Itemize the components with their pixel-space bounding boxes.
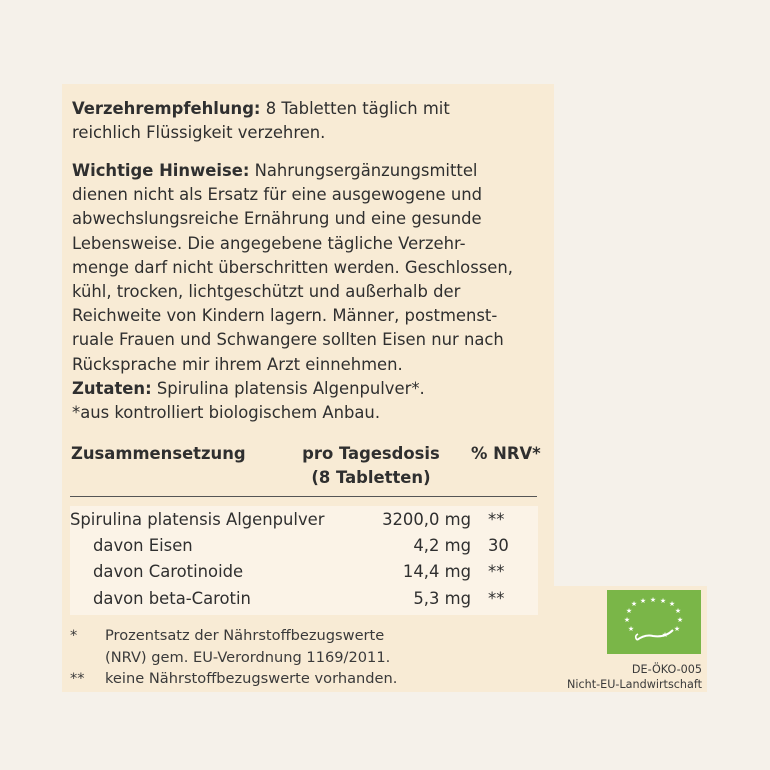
svg-text:★: ★ <box>676 616 684 624</box>
certification-origin: Nicht-EU-Landwirtschaft <box>566 678 702 691</box>
row-amount: 5,3 mg <box>413 589 471 608</box>
table-row <box>70 507 538 533</box>
usage-recommendation <box>72 97 547 145</box>
ingredients-heading: Zutaten: <box>72 379 152 398</box>
notes-heading: Wichtige Hinweise: <box>72 161 250 180</box>
row-name: davon beta-Carotin <box>93 589 251 608</box>
ingredients-text: Spirulina platensis Algenpulver*. *aus kontrolliert biologischem Anbau. <box>72 379 425 423</box>
row-nrv: 30 <box>488 536 509 555</box>
svg-text:★: ★ <box>649 596 657 604</box>
footnote-mark: * <box>70 627 78 644</box>
usage-heading: Verzehrempfehlung: <box>72 99 261 118</box>
footnote-nrv <box>70 625 500 670</box>
footnote-no-nrv <box>70 668 500 692</box>
row-amount: 3200,0 mg <box>382 510 471 529</box>
row-amount: 4,2 mg <box>413 536 471 555</box>
row-nrv: ** <box>488 589 505 608</box>
important-notes <box>72 159 547 377</box>
table-row <box>70 559 538 585</box>
row-name: davon Carotinoide <box>93 562 244 581</box>
row-nrv: ** <box>488 562 505 581</box>
table-header-nrv: % NRV* <box>471 444 541 463</box>
footnote-text: Prozentsatz der Nährstoffbezugswerte (NRV) gem. EU-Verordnung 1169/2011. <box>105 627 391 666</box>
footnote-mark: ** <box>70 670 85 687</box>
row-name: Spirulina platensis Algenpulver <box>70 510 325 529</box>
svg-text:★: ★ <box>639 597 647 605</box>
nutrition-table <box>70 506 538 615</box>
row-name: davon Eisen <box>93 536 193 555</box>
certification-code: DE-ÖKO-005 <box>631 663 702 676</box>
svg-text:★: ★ <box>627 625 635 633</box>
svg-text:★: ★ <box>668 600 676 608</box>
eu-organic-leaf-logo <box>607 590 701 654</box>
usage-text: 8 Tabletten täglich mit reichlich Flüssigkeit verzehren. <box>72 99 450 143</box>
row-nrv: ** <box>488 510 505 529</box>
svg-text:★: ★ <box>673 625 681 633</box>
table-header-daily-dose: pro Tagesdosis (8 Tabletten) <box>302 444 440 487</box>
svg-text:★: ★ <box>630 600 638 608</box>
svg-text:★: ★ <box>623 616 631 624</box>
footnote-text: keine Nährstoffbezugswerte vorhanden. <box>105 670 398 687</box>
table-row <box>70 586 538 612</box>
table-row <box>70 533 538 559</box>
notes-text: Nahrungsergänzungsmittel dienen nicht als Ersatz für eine ausgewogene und abwechslungsreiche Ernährung und eine gesunde Lebensweise. Die angegebene tägliche Verzehr- menge darf nicht überschritten werden. Geschlossen, kühl, trocken, lichtgeschützt und außerhalb der Reichweite von Kindern lagern. Männer, postmenst- ruale Frauen und Schwangere sollten Eisen nur nach Rücksprache mir ihrem Arzt einnehmen. <box>72 161 513 374</box>
svg-text:★: ★ <box>659 597 667 605</box>
ingredients <box>72 377 547 425</box>
table-header-composition: Zusammensetzung <box>71 444 246 463</box>
row-amount: 14,4 mg <box>402 562 471 581</box>
svg-text:★: ★ <box>625 607 633 615</box>
svg-text:★: ★ <box>674 607 682 615</box>
svg-text:★: ★ <box>661 631 669 639</box>
table-divider <box>70 496 537 497</box>
